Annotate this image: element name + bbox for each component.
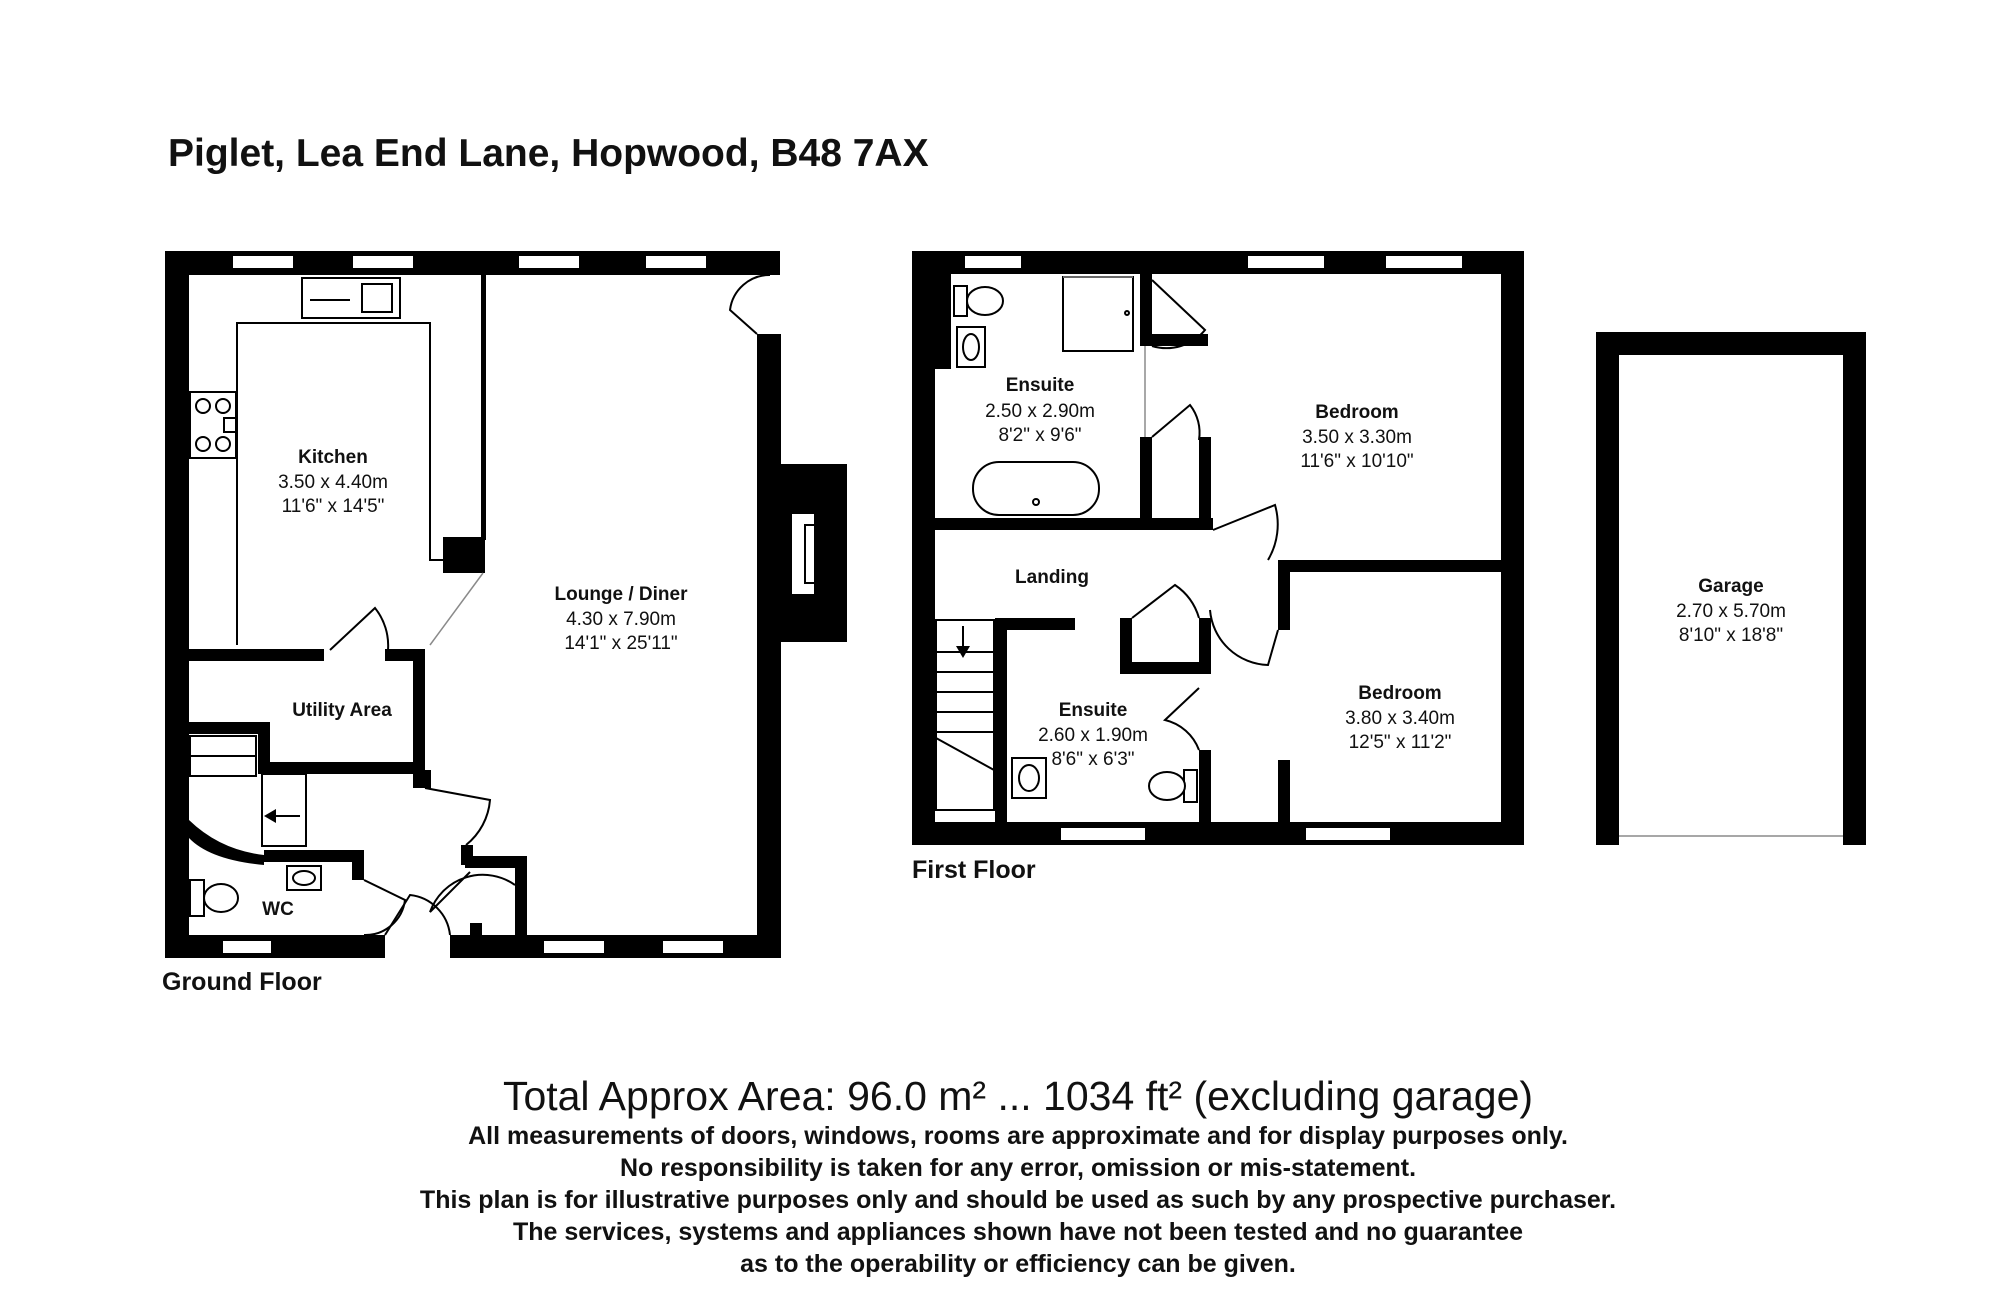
door-swing — [730, 275, 770, 334]
door-swing — [330, 608, 388, 650]
utility-door-stub — [413, 770, 431, 788]
room-name: Kitchen — [298, 447, 368, 468]
room-name: Lounge / Diner — [554, 584, 688, 605]
first-wall-bottom — [912, 822, 1524, 845]
garage-wall-left — [1596, 332, 1619, 845]
ground-wall-right-lower — [757, 620, 781, 958]
window — [645, 255, 707, 269]
room-label-ensuite-1 — [985, 375, 1095, 446]
door-swing — [1132, 585, 1199, 618]
utility-wall-step-vert — [258, 722, 270, 774]
ground-floor-label: Ground Floor — [162, 968, 322, 996]
wc-wall-right — [352, 850, 364, 880]
room-imperial: 11'6" x 10'10" — [1300, 451, 1414, 472]
room-imperial: 11'6" x 14'5" — [281, 496, 385, 517]
room-label-bedroom-2 — [1345, 683, 1455, 753]
window — [1305, 827, 1391, 841]
window — [518, 255, 580, 269]
door-swing — [430, 872, 515, 912]
garage-wall-right — [1843, 332, 1866, 845]
bedroom-wall-stub — [1278, 560, 1290, 630]
room-label-garage — [1676, 576, 1786, 646]
room-imperial: 14'1" x 25'11" — [564, 633, 678, 654]
room-metric: 3.80 x 3.40m — [1345, 708, 1455, 729]
window — [222, 940, 272, 954]
room-name: Bedroom — [1315, 402, 1399, 423]
ground-wall-bottom-left — [165, 935, 385, 958]
disclaimer-line: as to the operability or efficiency can be given. — [740, 1250, 1296, 1278]
stairs — [262, 774, 306, 846]
window — [964, 255, 1022, 269]
curved-stair-wall — [189, 820, 264, 865]
room-name: Ensuite — [1058, 700, 1128, 721]
garage-wall-top — [1596, 332, 1866, 355]
door-swing — [1152, 405, 1200, 440]
window — [662, 940, 724, 954]
room-metric: 2.50 x 2.90m — [985, 401, 1095, 422]
utility-wall-step — [189, 722, 269, 734]
bath-icon — [973, 462, 1099, 515]
room-label-ensuite-2 — [1038, 700, 1148, 770]
door-swing — [1165, 688, 1199, 750]
disclaimer-line: All measurements of doors, windows, rooms are approximate and for display purposes only. — [468, 1122, 1568, 1150]
bedroom2-wall-stub — [1278, 760, 1290, 822]
kitchen-partition — [481, 275, 486, 540]
disclaimer-line: The services, systems and appliances shown have not been tested and no guarantee — [512, 1218, 1524, 1246]
cupboard-wall — [515, 856, 527, 935]
room-metric: 3.50 x 4.40m — [278, 472, 388, 493]
ensuite2-wall-right-lower — [1199, 750, 1211, 822]
room-label-kitchen — [278, 447, 388, 517]
room-metric: 2.60 x 1.90m — [1038, 725, 1148, 746]
first-wall-right — [1501, 251, 1524, 845]
hall-stub — [461, 845, 473, 865]
ground-wall-left — [165, 251, 189, 958]
utility-wall-top — [189, 649, 324, 661]
door-swing — [364, 880, 405, 935]
door-swing — [425, 788, 490, 845]
door-swing — [1210, 610, 1278, 665]
ensuite2-wall-top — [995, 618, 1075, 630]
room-label-bedroom-1 — [1300, 402, 1413, 472]
disclaimer-line: No responsibility is taken for any error, omission or mis-statement. — [619, 1154, 1417, 1182]
room-imperial: 8'6" x 6'3" — [1051, 749, 1135, 770]
room-name: Garage — [1698, 576, 1764, 597]
ensuite-wall-right — [1140, 274, 1152, 344]
room-label-landing: Landing — [1015, 567, 1089, 588]
window — [232, 255, 294, 269]
door-swing — [1213, 505, 1278, 560]
shower-icon — [1063, 277, 1133, 351]
ensuite-wall-right-lower — [1140, 437, 1152, 530]
room-label-wc: WC — [262, 899, 294, 920]
toilet-icon — [954, 286, 967, 316]
cupboard-wall — [1199, 437, 1211, 530]
toilet-icon — [190, 880, 204, 916]
cupboard-wall — [1140, 334, 1208, 346]
ensuite2-cupboard-wall — [1120, 662, 1210, 674]
ensuite2-wall-right — [1199, 618, 1211, 674]
first-floor-label: First Floor — [912, 856, 1036, 884]
window — [352, 255, 414, 269]
ground-floor-plan — [165, 251, 847, 958]
room-label-utility: Utility Area — [292, 700, 392, 721]
room-metric: 2.70 x 5.70m — [1676, 601, 1786, 622]
room-metric: 4.30 x 7.90m — [566, 609, 676, 630]
open-plan-line — [430, 573, 483, 645]
stair-wall — [995, 618, 1007, 822]
room-imperial: 12'5" x 11'2" — [1348, 732, 1452, 753]
first-wall-left — [912, 251, 935, 845]
window — [1247, 255, 1325, 269]
room-imperial: 8'2" x 9'6" — [998, 425, 1082, 446]
page-title: Piglet, Lea End Lane, Hopwood, B48 7AX — [168, 132, 929, 175]
wc-wall-top — [264, 850, 364, 862]
kitchen-column — [443, 537, 485, 573]
ground-wall-right-upper — [757, 334, 781, 486]
bedroom-dividing-wall — [1278, 560, 1524, 572]
window — [1060, 827, 1146, 841]
room-name: Ensuite — [1005, 375, 1075, 396]
window — [1385, 255, 1463, 269]
first-wall-bottom-stub — [935, 264, 951, 369]
first-floor-plan — [912, 251, 1524, 845]
room-metric: 3.50 x 3.30m — [1302, 427, 1412, 448]
room-imperial: 8'10" x 18'8" — [1678, 625, 1784, 646]
porch-stub — [470, 923, 482, 935]
room-label-lounge — [555, 584, 689, 654]
disclaimer-line: This plan is for illustrative purposes only and should be used as such by any prospective purchaser. — [419, 1186, 1617, 1214]
ground-wall-bottom-right — [450, 935, 781, 958]
utility-wall-right — [413, 649, 425, 774]
window — [543, 940, 605, 954]
room-name: Bedroom — [1358, 683, 1442, 704]
utility-wall-bottom — [258, 762, 425, 774]
total-area: Total Approx Area: 96.0 m² ... 1034 ft² (excluding garage) — [502, 1073, 1534, 1119]
ensuite-wall-bottom — [935, 518, 1213, 530]
